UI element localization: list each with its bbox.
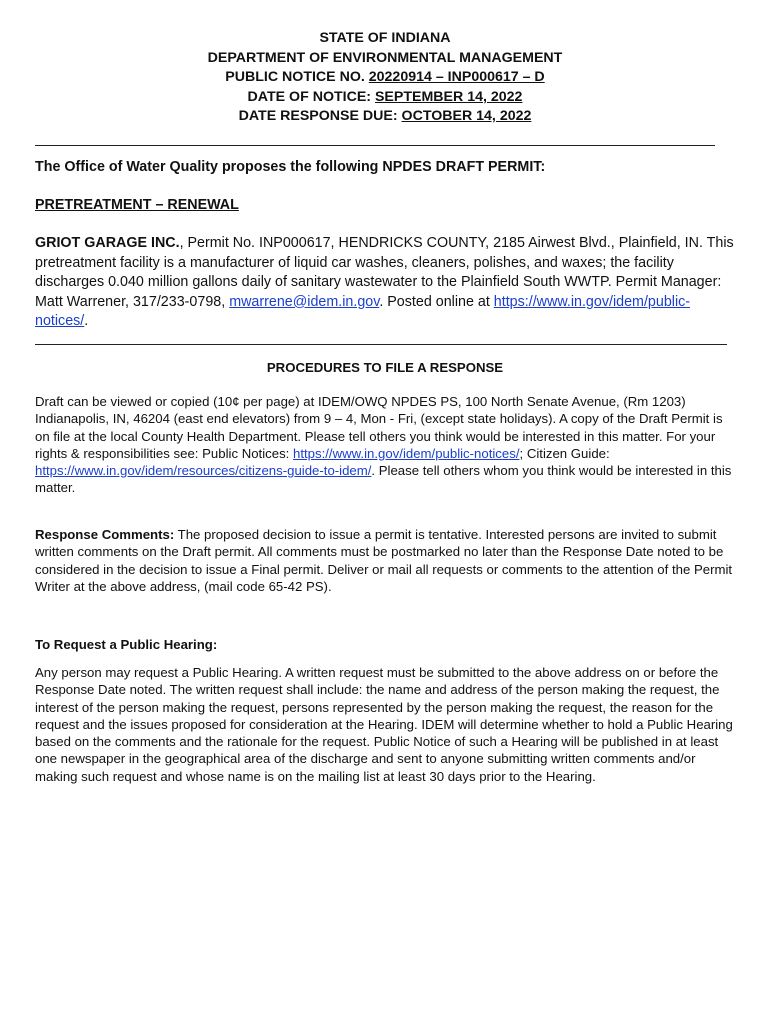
permit-manager-email-link[interactable]: mwarrene@idem.in.gov	[229, 293, 380, 310]
state-name: STATE OF INDIANA	[319, 30, 451, 46]
permit-paragraph	[35, 234, 735, 332]
hearing-paragraph: Any person may request a Public Hearing. A written request must be submitted to the above address on or before the Response Date noted. The written request shall include: the name and address of the person making the request, the interest of the person making the request, persons represented by the person making the request, the reason for the request and the issues proposed for consideration at the Hearing. IDEM will determine whether to hold a Public Hearing based on the comments and the rationale for the request. Public Notice of such a Hearing will be published in at least one newspaper in the geographical area of the discharge and sent to anyone submitting written comments and/or making such request and whose name is on the mailing list at least 30 days prior to the Hearing.	[35, 665, 733, 784]
procedures-paragraph	[35, 393, 737, 497]
notice-number-line	[0, 68, 770, 88]
notice-number: 20220914 – INP000617 – D	[368, 69, 545, 86]
header-divider	[35, 145, 715, 146]
citizen-guide-link[interactable]: https://www.in.gov/idem/resources/citizens-guide-to-idem/	[35, 463, 372, 479]
response-due-line	[0, 107, 770, 127]
procedures-title: PROCEDURES TO FILE A RESPONSE	[266, 360, 504, 375]
notice-date-line	[0, 88, 770, 108]
notice-date: SEPTEMBER 14, 2022	[374, 88, 523, 105]
section-divider	[35, 344, 727, 345]
notice-date-label: DATE OF NOTICE:	[247, 88, 375, 105]
intro-line: The Office of Water Quality proposes the following NPDES DRAFT PERMIT:	[35, 159, 546, 175]
posted-online-text: . Posted online at	[379, 293, 494, 310]
public-notices-link[interactable]: https://www.in.gov/idem/public-notices/	[35, 293, 691, 330]
procedures-public-notices-link[interactable]: https://www.in.gov/idem/public-notices/	[293, 445, 520, 461]
hearing-title: To Request a Public Hearing:	[35, 637, 218, 652]
permit-details: , Permit No. INP000617, HENDRICKS COUNTY, 2185 Airwest Blvd., Plainfield, IN. This pretreatment facility is a manufacturer of liquid car washes, cleaners, polishes, and waxes; the facility discharges 0.040 million gallons daily of sanitary wastewater to the Plainfield South WWTP. Permit Manager: Matt Warrener, 317/233-0798,	[35, 235, 734, 310]
procedures-closing: . Please tell others whom you think would be interested in this matter.	[35, 463, 732, 496]
permit-type: PRETREATMENT – RENEWAL	[35, 197, 239, 213]
citizen-guide-label: ; Citizen Guide:	[519, 445, 610, 461]
permit-end-punct: .	[84, 313, 89, 330]
notice-header	[0, 29, 770, 127]
facility-name: GRIOT GARAGE INC.	[35, 235, 180, 251]
response-due-label: DATE RESPONSE DUE:	[238, 108, 402, 125]
response-comments-label: Response Comments:	[35, 527, 175, 542]
response-due-date: OCTOBER 14, 2022	[401, 108, 532, 125]
department-name: DEPARTMENT OF ENVIRONMENTAL MANAGEMENT	[207, 49, 563, 66]
response-comments-text: The proposed decision to issue a permit is tentative. Interested persons are invited to submit written comments on the Draft permit. All comments must be postmarked no later than the Response Date noted to be considered in the decision to issue a Final permit. Deliver or mail all requests or comments to the attention of the Permit Writer at the above address, (mail code 65-42 PS).	[35, 527, 733, 594]
notice-number-label: PUBLIC NOTICE NO.	[225, 69, 369, 86]
response-comments-paragraph	[35, 526, 737, 595]
procedures-text: Draft can be viewed or copied (10¢ per page) at IDEM/OWQ NPDES PS, 100 North Senate Avenue, (Rm 1203) Indianapolis, IN, 46204 (east end elevators) from 9 – 4, Mon - Fri, (except state holidays). A copy of the Draft Permit is on file at the local County Health Department. Please tell others you think would be interested in this matter. For your rights & responsibilities see: Public Notices:	[35, 394, 723, 461]
